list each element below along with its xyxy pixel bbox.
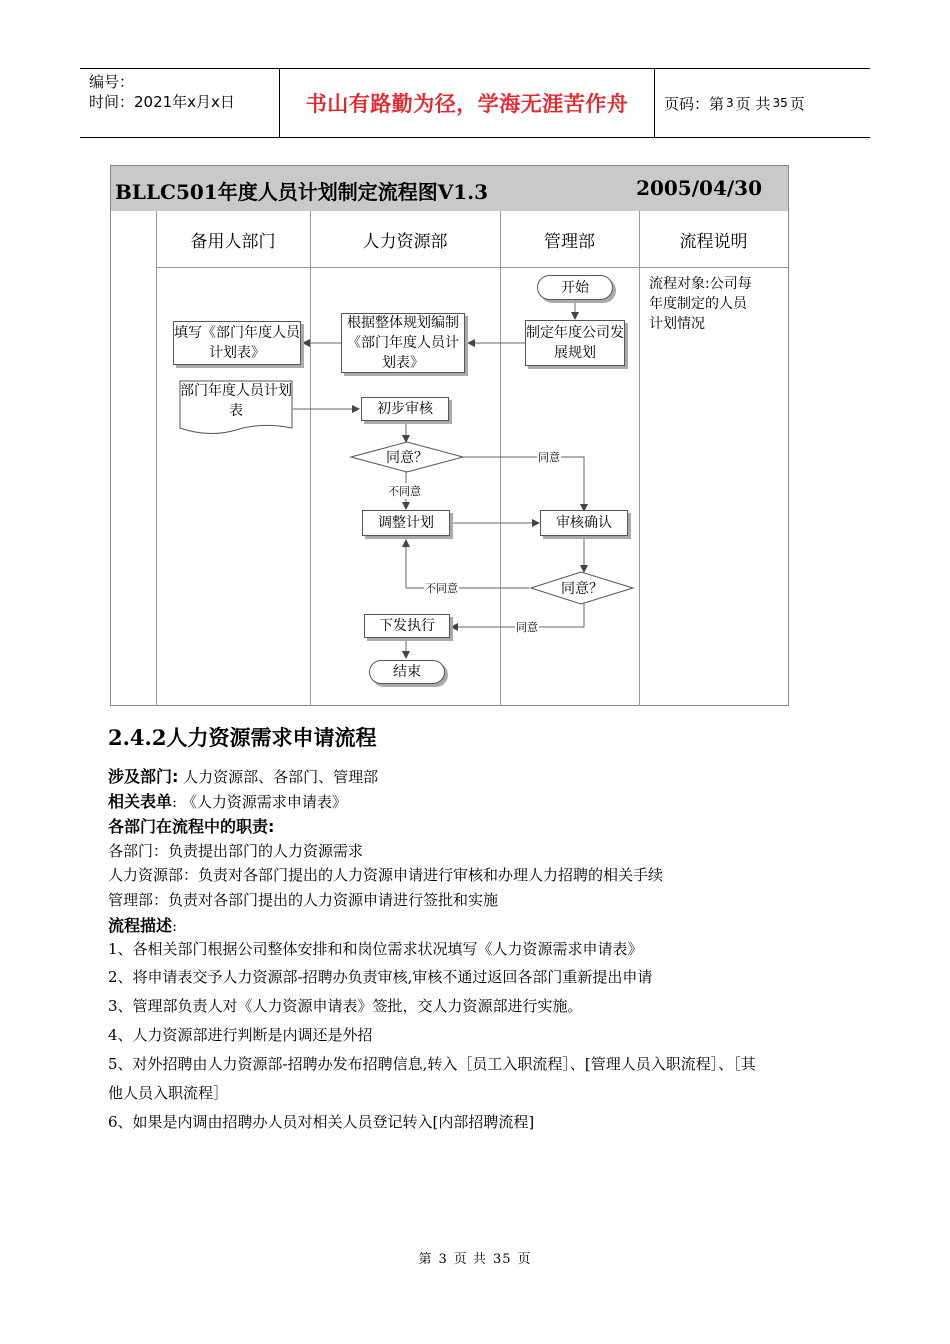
page-footer [0, 1248, 950, 1267]
step-line: 1、各相关部门根据公司整体安排和和岗位需求状况填写《人力资源需求申请表》 [108, 940, 643, 958]
step-line: 2、将申请表交予人力资源部-招聘办负责审核,审核不通过返回各部门重新提出申请 [108, 968, 653, 986]
dept-label: 涉及部门: [108, 767, 179, 786]
footer-suf: 页 [517, 1252, 532, 1267]
section-title: 2.4.2人力资源需求申请流程 [108, 725, 377, 750]
page-total: 35 [772, 96, 788, 110]
dept-value: 人力资源部、各部门、管理部 [178, 768, 379, 786]
end-node: 结束 [369, 660, 445, 684]
footer-total: 35 [492, 1252, 512, 1267]
time-label: 时间：2021年x月x日 [89, 93, 235, 111]
step-line: 6、如果是内调由招聘办人员对相关人员登记转入[内部招聘流程] [108, 1113, 535, 1131]
form-label: 相关表单 [108, 792, 173, 811]
doc-node: 部门年度人员计划表 [180, 383, 292, 419]
step-line: 3、管理部负责人对《人力资源申请表》签批，交人力资源部进行实施。 [108, 997, 583, 1015]
dept-line [108, 764, 378, 787]
step-line: 他人员入职流程］ [108, 1084, 229, 1102]
footer-num: 3 [438, 1252, 448, 1267]
agree1-node: 同意？ [386, 450, 428, 466]
edge-label-yes: 同意 [516, 621, 538, 634]
edge-label-no: 不同意 [425, 582, 458, 595]
duty-heading [108, 814, 274, 837]
column-header: 管理部 [544, 231, 595, 252]
flowchart-title: BLLC501年度人员计划制定流程图V1.3 [115, 180, 489, 204]
duty-line: 人力资源部：负责对各部门提出的人力资源申请进行审核和办理人力招聘的相关手续 [108, 866, 664, 884]
edge-label-no: 不同意 [388, 485, 421, 498]
plan-node: 制定年度公司发展规划 [525, 320, 625, 366]
flowchart-date: 2005/04/30 [636, 176, 762, 200]
arrow-agree1-confirm [463, 457, 584, 511]
duty-label: 各部门在流程中的职责: [108, 817, 275, 836]
footer-mid: 页 共 [453, 1252, 487, 1267]
form-value: : 《人力资源需求申请表》 [172, 793, 347, 811]
desc-colon: : [172, 917, 178, 935]
duty-line: 管理部：负责对各部门提出的人力资源申请进行签批和实施 [108, 891, 499, 909]
column-header: 备用人部门 [190, 231, 276, 252]
compile-node: 根据整体规划编制《部门年度人员计划表》 [341, 313, 465, 373]
footer-pre: 第 [418, 1252, 433, 1267]
page-number: 3 [726, 96, 734, 110]
page-mid: 页 共 [735, 94, 771, 113]
agree2-node: 同意？ [561, 581, 603, 597]
code-label: 编号： [89, 73, 135, 91]
flowchart [110, 165, 789, 706]
adjust-node: 调整计划 [362, 510, 450, 536]
page-header [80, 68, 870, 138]
header-motto: 书山有路勤为径，学海无涯苦作舟 [280, 69, 655, 137]
step-line: 5、对外招聘由人力资源部-招聘办发布招聘信息,转入［员工入职流程］、[管理人员入职流程］、［其 [108, 1055, 756, 1073]
header-meta [80, 69, 280, 137]
header-page-info [654, 69, 870, 137]
column-header: 人力资源部 [362, 231, 448, 252]
column-header: 流程说明 [679, 231, 748, 252]
page-suffix: 页 [789, 94, 805, 113]
step-line: 4、人力资源部进行判断是内调还是外招 [108, 1026, 373, 1044]
confirm-node: 审核确认 [540, 510, 628, 536]
desc-heading [108, 913, 177, 936]
edge-label-yes: 同意 [538, 451, 560, 464]
form-line [108, 789, 347, 812]
flow-note: 流程对象:公司每年度制定的人员计划情况 [649, 276, 752, 332]
start-node: 开始 [537, 275, 613, 300]
desc-label: 流程描述 [108, 916, 173, 935]
fill-node: 填写《部门年度人员计划表》 [173, 321, 301, 365]
duty-line: 各部门：负责提出部门的人力资源需求 [108, 842, 364, 860]
review-node: 初步审核 [361, 397, 449, 421]
issue-node: 下发执行 [364, 614, 450, 638]
page-prefix: 页码：第 [664, 94, 725, 113]
